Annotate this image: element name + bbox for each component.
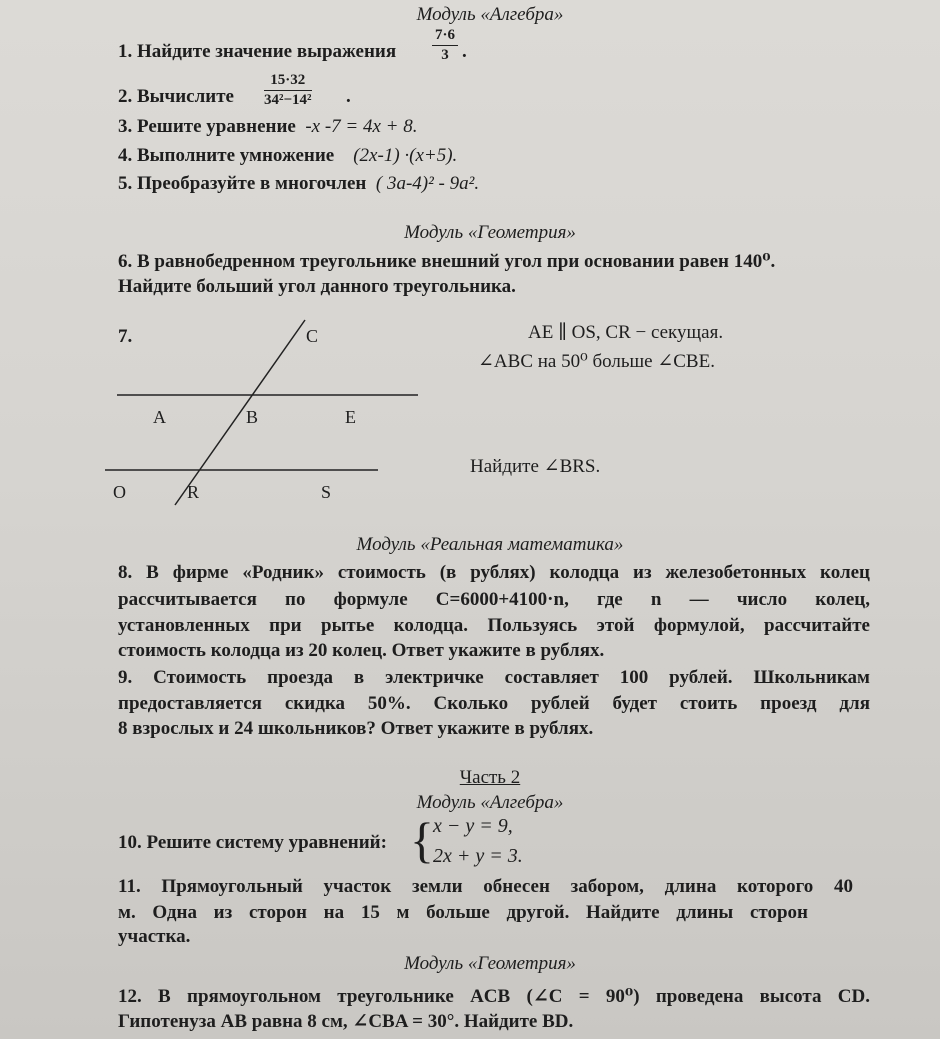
question-10: 10. Решите систему уравнений: bbox=[118, 832, 387, 853]
question-8-line: 8. В фирме «Родник» стоимость (в рублях) колодца из железобетонных колец bbox=[118, 562, 870, 583]
point-label-s: S bbox=[321, 482, 332, 502]
section-header-geometry: Модуль «Геометрия» bbox=[404, 222, 576, 243]
point-label-e: E bbox=[345, 407, 356, 427]
question-7-question: Найдите ∠BRS. bbox=[470, 456, 601, 477]
section-header-algebra-2: Модуль «Алгебра» bbox=[416, 792, 564, 813]
section-header-geometry-2: Модуль «Геометрия» bbox=[404, 953, 576, 974]
punctuation: . bbox=[462, 41, 467, 62]
transversal-cr bbox=[175, 320, 305, 505]
question-text: 5. Преобразуйте в многочлен bbox=[118, 173, 367, 194]
point-label-r: R bbox=[187, 482, 200, 502]
question-7-number: 7. bbox=[118, 326, 133, 347]
question-text: 4. Выполните умножение bbox=[118, 145, 335, 166]
question-12-line: 12. В прямоугольном треугольнике ACB (∠C = 90⁰) проведена высота CD. bbox=[118, 986, 870, 1007]
numerator: 7·6 bbox=[432, 27, 458, 46]
question-11-line: 11. Прямоугольный участок земли обнесен забором, длина которого 40 bbox=[118, 876, 853, 897]
question-8-line: установленных при рытье колодца. Пользуясь этой формулой, рассчитайте bbox=[118, 615, 870, 636]
question-6-line: Найдите больший угол данного треугольника. bbox=[118, 276, 516, 297]
denominator: 34²−14² bbox=[264, 92, 312, 108]
equation-1: x − y = 9, bbox=[433, 815, 513, 837]
point-label-o: O bbox=[113, 482, 126, 502]
question-2: 2. Вычислите bbox=[118, 86, 234, 107]
expression: ( 3a-4)² - 9a². bbox=[375, 173, 480, 194]
numerator: 15·32 bbox=[264, 72, 312, 91]
question-7-condition: AE ∥ OS, CR − секущая. bbox=[528, 322, 724, 343]
equation-2: 2x + y = 3. bbox=[433, 845, 523, 867]
question-9-line: 9. Стоимость проезда в электричке составляет 100 рублей. Школьникам bbox=[118, 667, 870, 688]
question-12-line: Гипотенуза AB равна 8 см, ∠CBA = 30°. Найдите BD. bbox=[118, 1011, 574, 1032]
part-2-title: Часть 2 bbox=[459, 767, 521, 788]
expression: -x -7 = 4x + 8. bbox=[305, 116, 418, 137]
question-8-line: стоимость колодца из 20 колец. Ответ укажите в рублях. bbox=[118, 640, 605, 661]
denominator: 3 bbox=[441, 47, 449, 63]
question-7-condition: ∠ABC на 50⁰ больше ∠CBE. bbox=[478, 351, 715, 372]
question-text: 1. Найдите значение выражения bbox=[118, 41, 397, 62]
question-11-line: м. Одна из сторон на 15 м больше другой. Найдите длины сторон bbox=[118, 902, 808, 923]
question-8-line: рассчитывается по формуле C=6000+4100·n, где n — число колец, bbox=[118, 589, 870, 610]
question-9-line: предоставляется скидка 50%. Сколько рублей будет стоить проезд для bbox=[118, 693, 870, 714]
question-9-line: 8 взрослых и 24 школьников? Ответ укажите в рублях. bbox=[118, 718, 594, 739]
section-header-algebra: Модуль «Алгебра» bbox=[416, 4, 564, 25]
question-text: 3. Решите уравнение bbox=[118, 116, 296, 137]
question-6-line: 6. В равнобедренном треугольнике внешний угол при основании равен 140⁰. bbox=[118, 251, 776, 272]
punctuation: . bbox=[346, 86, 351, 107]
point-label-c: C bbox=[306, 326, 319, 346]
point-label-a: A bbox=[153, 407, 166, 427]
point-label-b: B bbox=[246, 407, 259, 427]
expression: (2x-1) ·(x+5). bbox=[353, 145, 458, 166]
system-brace: { bbox=[410, 812, 434, 868]
section-header-real-math: Модуль «Реальная математика» bbox=[356, 534, 624, 555]
question-11-line: участка. bbox=[118, 926, 191, 947]
